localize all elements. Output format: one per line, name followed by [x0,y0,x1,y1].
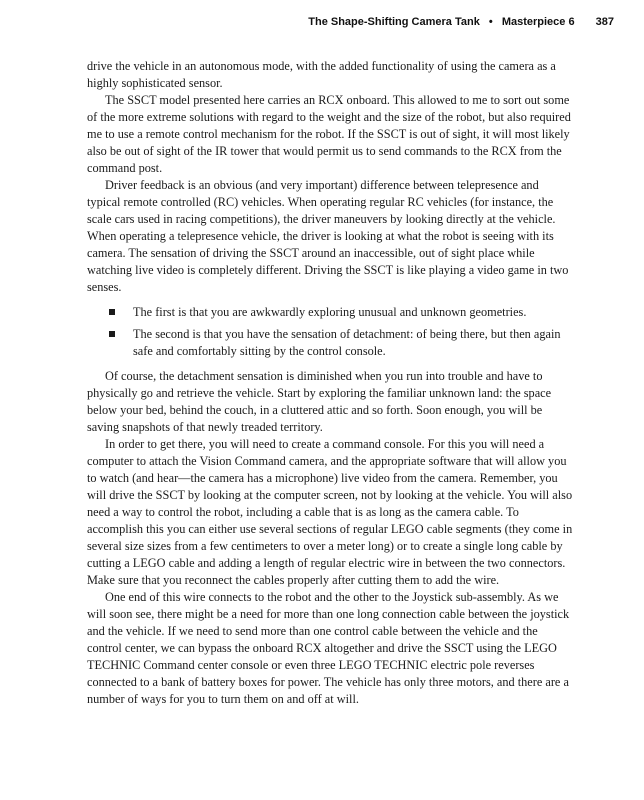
header-separator: • [488,16,493,28]
list-item [87,326,575,360]
page-number: 387 [595,16,614,28]
list-item-text: The second is that you have the sensation of detachment: of being there, but then again safe and comfortably sitting by the control console. [133,327,561,358]
list-item-text: The first is that you are awkwardly exploring unusual and unknown geometries. [133,305,527,319]
paragraph: The SSCT model presented here carries an RCX onboard. This allowed to me to sort out some of the more extreme solutions with regard to the weight and the size of the robot, but also required me to use a remote control mechanism for the robot. If the SSCT is out of sight, it will most likely also be out of sight of the IR tower that would permit us to send commands to the RCX from the command post. [87,93,571,175]
paragraph: drive the vehicle in an autonomous mode, with the added functionality of using the camera as a highly sophisticated sensor. [87,59,556,90]
paragraph: In order to get there, you will need to create a command console. For this you will need a computer to attach the Vision Command camera, and the appropriate software that will allow you to watch (and hear—the camera has a microphone) live video from the camera. Remember, you will drive the SSCT by looking at the computer screen, not by looking at the vehicle. You will also need a way to control the robot, including a cable that is as long as the camera cable. To accomplish this you can either use several sections of regular LEGO cable segments (they come in several size sizes from a few centimeters to over a meter long) or to create a single long cable by cutting a LEGO cable and adding a length of regular electric wire in between the two connectors. Make sure that you reconnect the cables properly after cutting them to add the wire. [87,437,573,587]
square-bullet-icon [109,331,115,337]
square-bullet-icon [109,309,115,315]
running-header [0,16,614,28]
chapter-title: The Shape-Shifting Camera Tank [308,16,480,28]
paragraph: One end of this wire connects to the robot and the other to the Joystick sub-assembly. As we will soon see, there might be a need for more than one long connection cable between the joystick and the vehicle. If we need to send more than one control cable between the vehicle and the control center, we can bypass the onboard RCX altogether and drive the SSCT using the LEGO TECHNIC Command center console or even three LEGO TECHNIC electric pole reverses connected to a bank of battery boxes for power. The vehicle has only three motors, and there are a number of ways for you to turn them on and off at will. [87,590,570,706]
bullet-list [87,304,575,360]
body-text [87,58,575,708]
paragraph: Driver feedback is an obvious (and very important) difference between telepresence and typical remote controlled (RC) vehicles. When operating regular RC vehicles (for instance, the scale cars used in racing competitions), the driver maneuvers by looking directly at the vehicle. When operating a telepresence vehicle, the driver is looking at what the robot is seeing with its camera. The sensation of driving the SSCT around an inaccessible, out of sight place while watching live video is completely different. Driving the SSCT is like playing a video game in two senses. [87,178,569,294]
list-item [87,304,575,321]
section-label: Masterpiece 6 [501,16,575,28]
paragraph: Of course, the detachment sensation is diminished when you run into trouble and have to physically go and retrieve the vehicle. Start by exploring the familiar unknown land: the space below your bed, behind the couch, in a cluttered attic and so forth. Soon enough, you will be saving snapshots of that newly treaded territory. [87,369,552,434]
